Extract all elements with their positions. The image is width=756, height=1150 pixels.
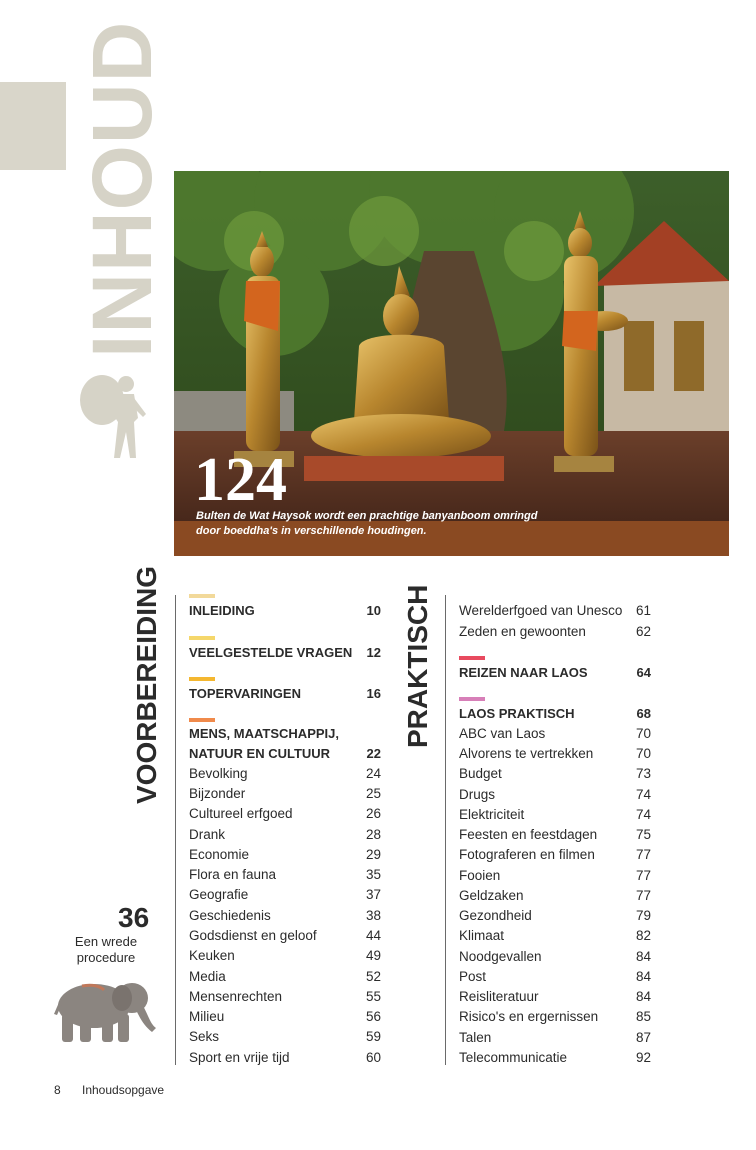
toc-entry[interactable]: Feesten en feestdagen 75 [459,827,651,842]
toc-entry[interactable]: INLEIDING 10 [189,603,381,618]
toc-entry[interactable]: Fooien 77 [459,868,651,883]
divider-left [175,595,176,1065]
toc-entry[interactable]: Flora en fauna 35 [189,867,381,882]
divider-right [445,595,446,1065]
elephant-icon [52,974,160,1044]
toc-entry[interactable]: Media 52 [189,969,381,984]
toc-entry[interactable]: Telecommunicatie 92 [459,1050,651,1065]
toc-entry[interactable]: Risico's en ergernissen 85 [459,1009,651,1024]
inset-caption: Een wrede procedure [74,934,138,965]
toc-entry[interactable]: Zeden en gewoonten 62 [459,624,651,639]
hero-photo [174,171,729,556]
section-color-bar [189,636,215,640]
toc-entry[interactable]: Geografie 37 [189,887,381,902]
toc-entry[interactable]: Bevolking 24 [189,766,381,781]
toc-entry[interactable]: Talen 87 [459,1030,651,1045]
toc-entry[interactable]: ABC van Laos 70 [459,726,651,741]
toc-entry[interactable]: Geschiedenis 38 [189,908,381,923]
toc-entry[interactable]: Bijzonder 25 [189,786,381,801]
footer-page-number: 8 [54,1083,61,1097]
decorative-block [0,82,66,170]
inset-page-number: 36 [118,902,150,933]
toc-entry[interactable]: REIZEN NAAR LAOS 64 [459,665,651,680]
toc-entry[interactable]: Werelderfgoed van Unesco 61 [459,603,651,618]
toc-entry[interactable]: MENS, MAATSCHAPPIJ, [189,726,339,741]
toc-entry[interactable]: Noodgevallen 84 [459,949,651,964]
toc-entry[interactable]: Cultureel erfgoed 26 [189,806,381,821]
section-color-bar [189,594,215,598]
toc-entry[interactable]: Seks 59 [189,1029,381,1044]
section-color-bar [459,697,485,701]
toc-entry[interactable]: Milieu 56 [189,1009,381,1024]
toc-entry[interactable]: Reisliteratuur 84 [459,989,651,1004]
photo-caption: Bulten de Wat Haysok wordt een prachtige banyanboom omringd door boeddha's in verschillende houdingen. [196,510,538,537]
toc-entry[interactable]: Geldzaken 77 [459,888,651,903]
toc-entry[interactable]: Alvorens te vertrekken 70 [459,746,651,761]
toc-entry[interactable]: Drugs 74 [459,787,651,802]
toc-entry[interactable]: Keuken 49 [189,948,381,963]
page-title-text: INHOUD [75,20,169,358]
toc-entry[interactable]: Sport en vrije tijd 60 [189,1050,381,1065]
toc-entry[interactable]: Elektriciteit 74 [459,807,651,822]
toc-entry[interactable]: NATUUR EN CULTUUR 22 [189,746,381,761]
photo-page-number: 124 [194,446,287,514]
toc-entry[interactable]: Klimaat 82 [459,928,651,943]
toc-entry[interactable]: Budget 73 [459,766,651,781]
backpacker-icon [76,370,156,462]
toc-entry[interactable]: Drank 28 [189,827,381,842]
toc-entry[interactable]: VEELGESTELDE VRAGEN 12 [189,645,381,660]
section-color-bar [189,718,215,722]
section-color-bar [459,656,485,660]
toc-entry[interactable]: Post 84 [459,969,651,984]
toc-entry[interactable]: Mensenrechten 55 [189,989,381,1004]
toc-entry[interactable]: Godsdienst en geloof 44 [189,928,381,943]
toc-entry[interactable]: Fotograferen en filmen 77 [459,847,651,862]
toc-entry[interactable]: TOPERVARINGEN 16 [189,686,381,701]
toc-entry[interactable]: LAOS PRAKTISCH 68 [459,706,651,721]
toc-entry[interactable]: Economie 29 [189,847,381,862]
section-color-bar [189,677,215,681]
toc-entry[interactable]: Gezondheid 79 [459,908,651,923]
footer-label: Inhoudsopgave [82,1083,165,1097]
